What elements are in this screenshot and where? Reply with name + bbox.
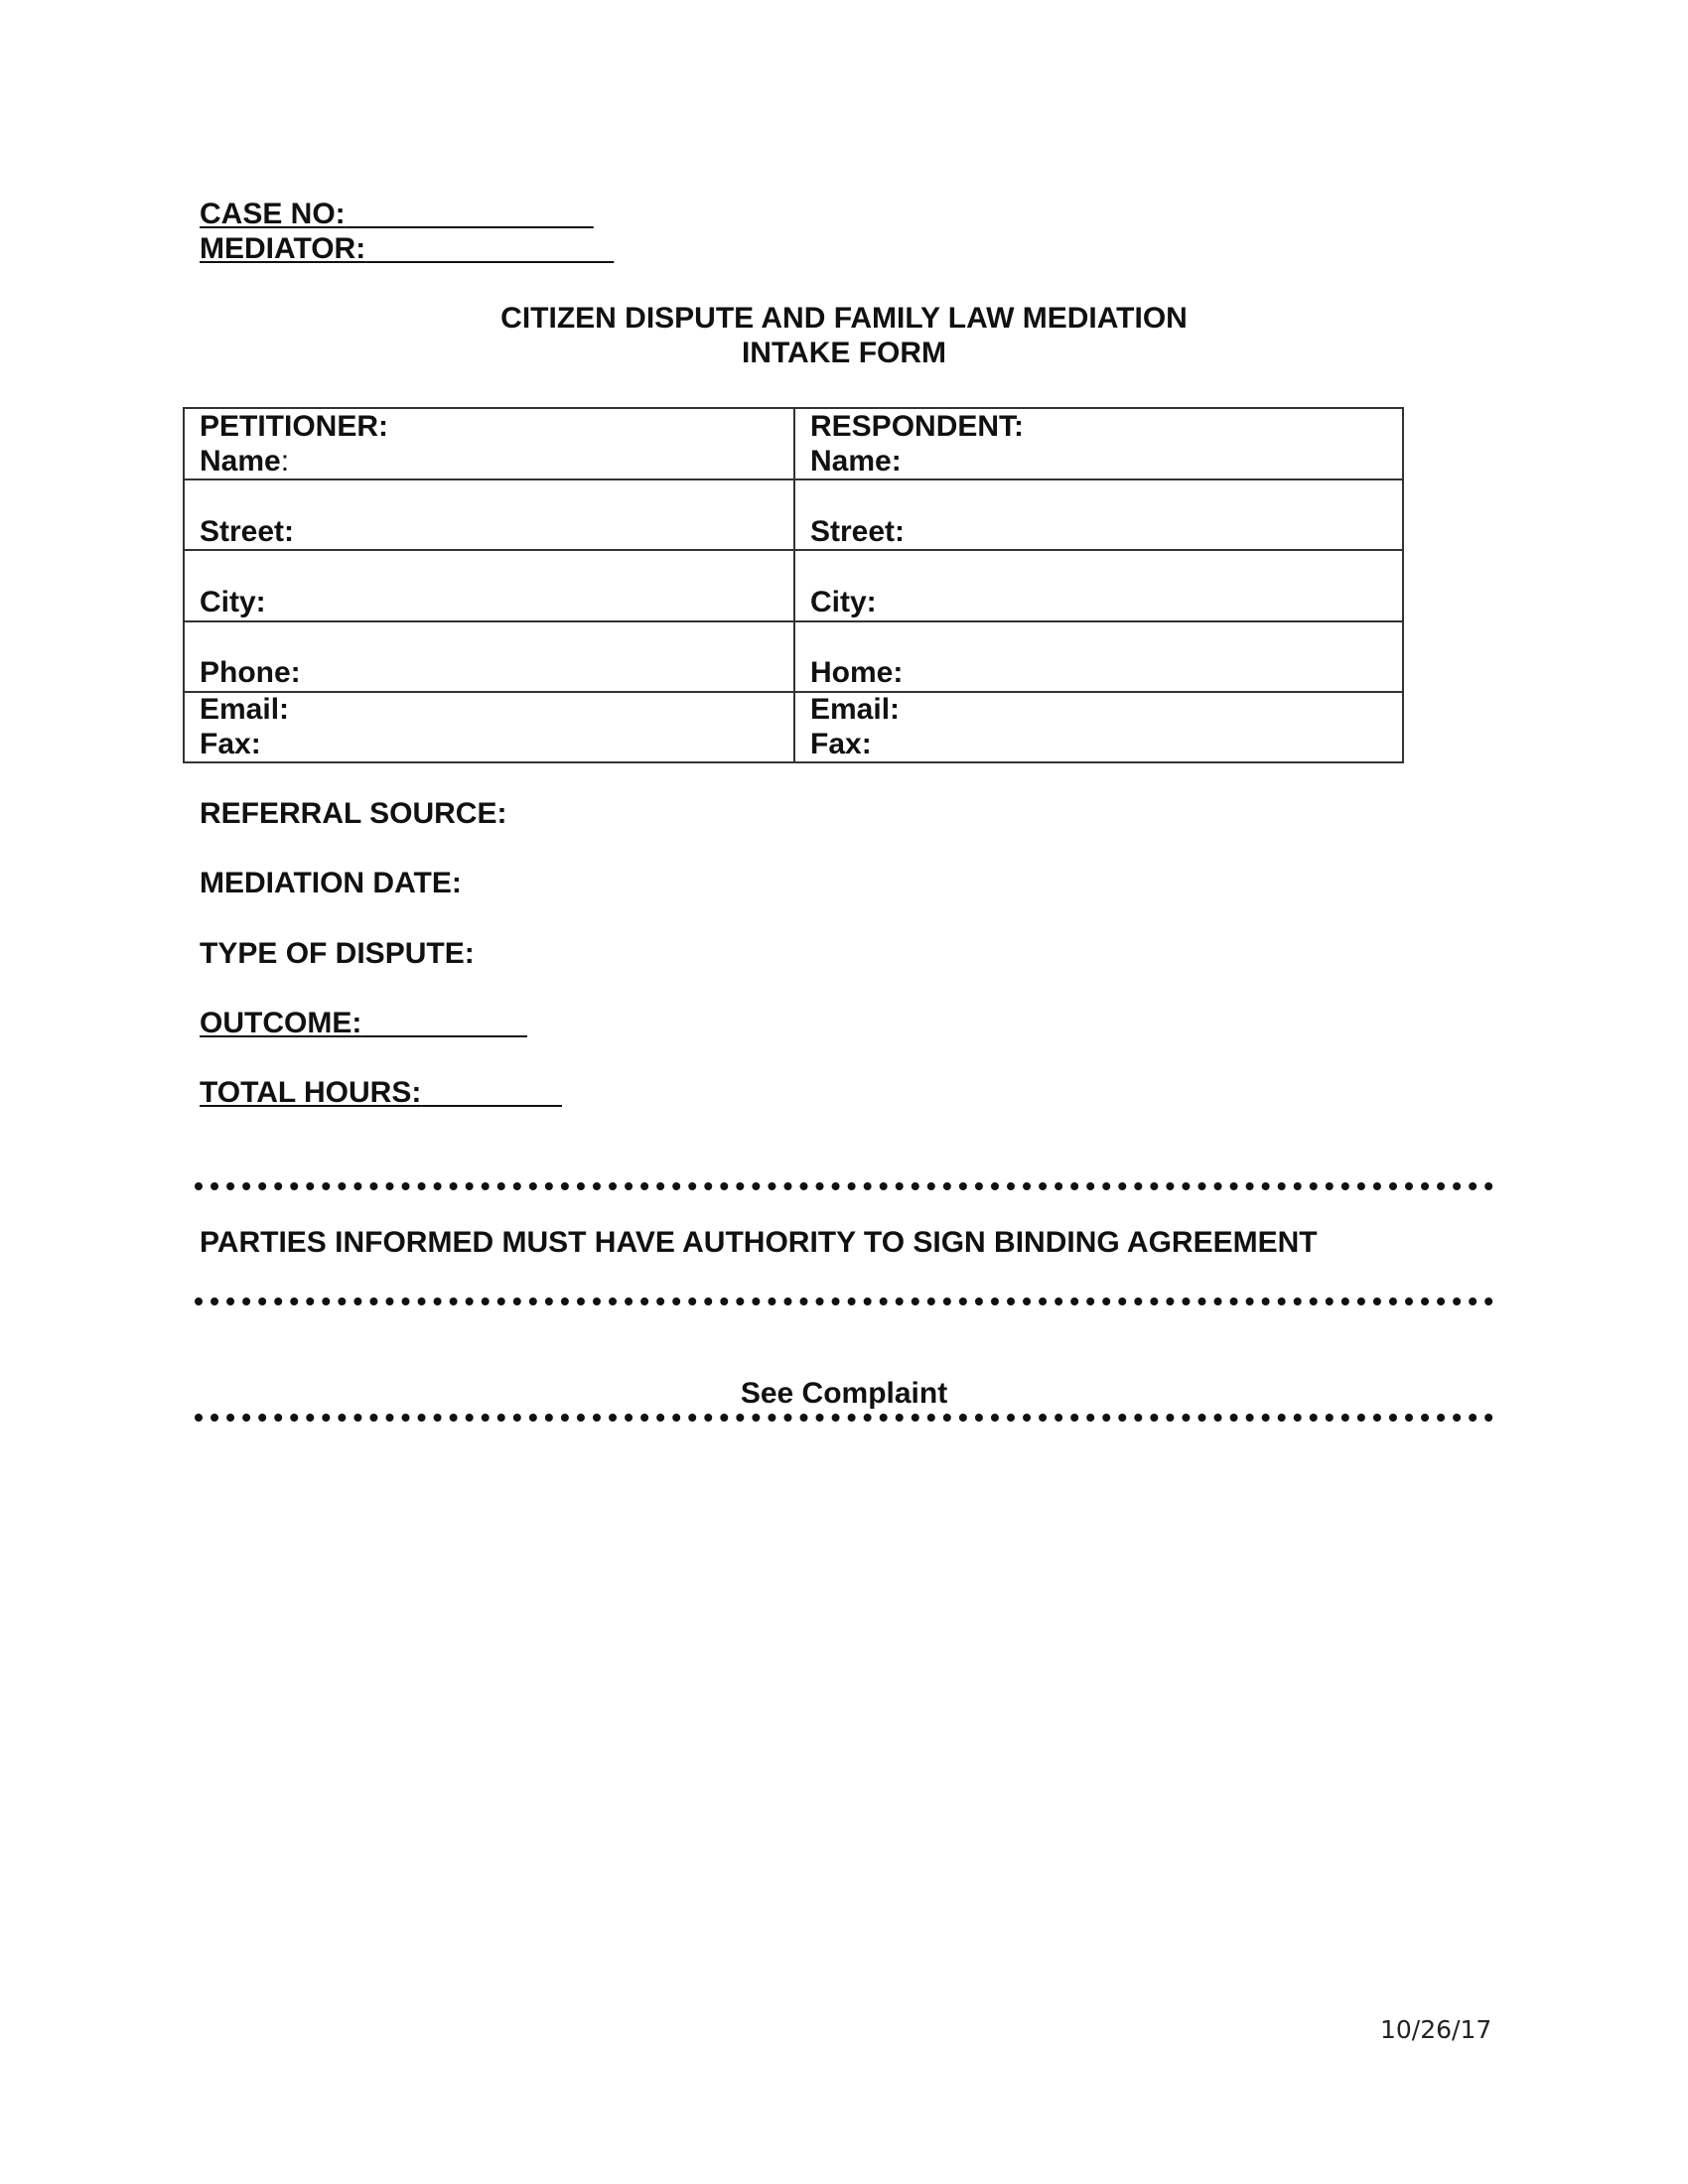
total-hours-label: TOTAL HOURS:: [200, 1076, 422, 1109]
mediator-label: MEDIATOR:: [200, 232, 366, 265]
dotted-divider: [195, 1297, 1493, 1305]
petitioner-street-field[interactable]: Street:: [200, 515, 295, 548]
table-row-divider: [185, 620, 1402, 622]
total-hours-blank[interactable]: [421, 1076, 562, 1109]
table-column-divider: [793, 409, 795, 761]
party-info-table: [183, 407, 1404, 763]
mediation-date-field[interactable]: MEDIATION DATE:: [200, 867, 462, 899]
petitioner-name-label: Name: [200, 445, 281, 478]
revision-date: 10/26/17: [1380, 2015, 1492, 2044]
petitioner-heading: PETITIONER:: [200, 410, 389, 443]
authority-notice: PARTIES INFORMED MUST HAVE AUTHORITY TO SIGN BINDING AGREEMENT: [200, 1226, 1318, 1259]
see-complaint-note: See Complaint: [740, 1377, 948, 1410]
petitioner-name-field[interactable]: [200, 444, 289, 478]
outcome-field[interactable]: [200, 1006, 527, 1040]
petitioner-phone-field[interactable]: Phone:: [200, 656, 301, 689]
petitioner-email-field[interactable]: Email:: [200, 693, 290, 726]
respondent-heading: RESPONDENT:: [810, 410, 1025, 443]
case-no-label: CASE NO:: [200, 198, 346, 230]
petitioner-name-colon: :: [280, 445, 290, 478]
dotted-divider: [195, 1414, 1493, 1422]
petitioner-fax-field[interactable]: Fax:: [200, 728, 261, 760]
respondent-city-field[interactable]: City:: [810, 586, 877, 618]
mediator-field[interactable]: [365, 232, 614, 265]
referral-source-field[interactable]: REFERRAL SOURCE:: [200, 797, 507, 830]
table-row-divider: [185, 691, 1402, 693]
respondent-street-field[interactable]: Street:: [810, 515, 906, 548]
outcome-label: OUTCOME:: [200, 1007, 362, 1039]
total-hours-field[interactable]: [200, 1075, 562, 1110]
form-title-line2: INTAKE FORM: [741, 337, 947, 369]
mediator-line: [200, 231, 614, 266]
dotted-divider: [195, 1182, 1493, 1190]
respondent-home-field[interactable]: Home:: [810, 656, 904, 689]
type-of-dispute-field[interactable]: TYPE OF DISPUTE:: [200, 937, 475, 970]
outcome-blank[interactable]: [361, 1007, 527, 1039]
table-row-divider: [185, 549, 1402, 551]
respondent-email-field[interactable]: Email:: [810, 693, 901, 726]
case-no-line: [200, 197, 594, 231]
form-title-line1: CITIZEN DISPUTE AND FAMILY LAW MEDIATION: [500, 302, 1188, 335]
case-no-field[interactable]: [346, 198, 594, 230]
petitioner-city-field[interactable]: City:: [200, 586, 266, 618]
respondent-name-field[interactable]: Name:: [810, 445, 902, 478]
table-row-divider: [185, 478, 1402, 480]
respondent-fax-field[interactable]: Fax:: [810, 728, 872, 760]
